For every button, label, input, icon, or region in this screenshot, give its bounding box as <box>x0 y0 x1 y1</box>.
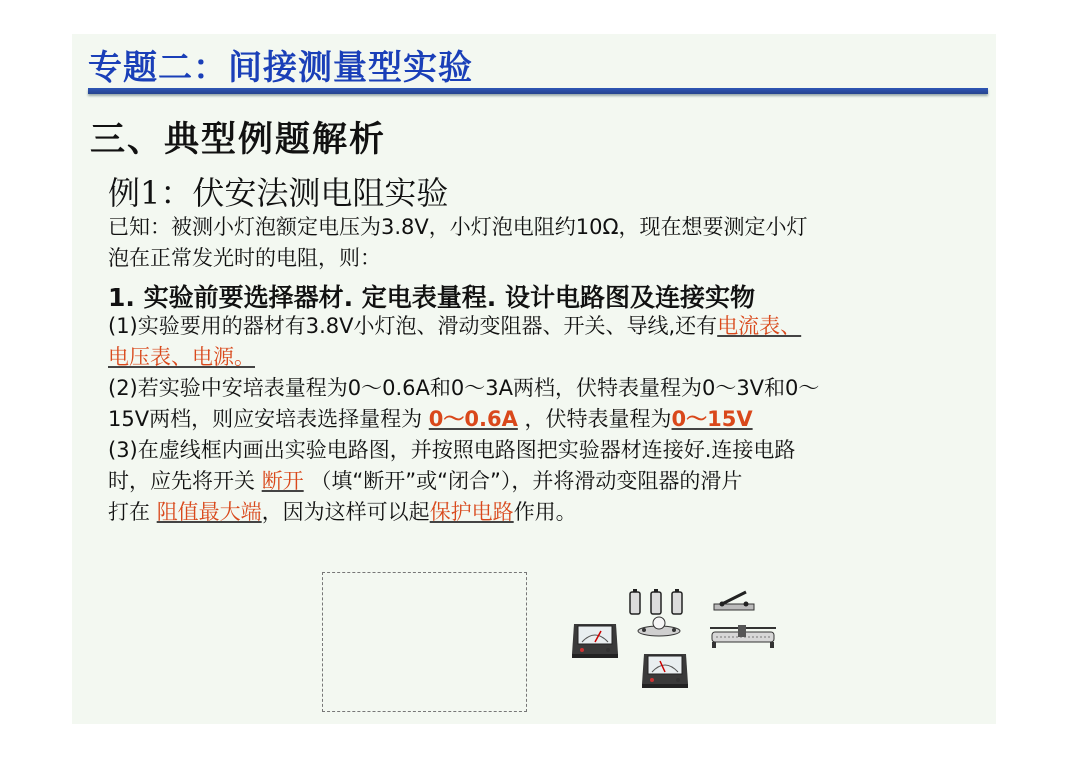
q1-answer-part-1: 电流表、 <box>717 314 802 338</box>
bulb-icon <box>636 615 682 637</box>
q3-line-3 <box>108 497 978 528</box>
example-title: 例1：伏安法测电阻实验 <box>108 174 449 212</box>
question-2 <box>108 373 978 435</box>
q3-text-b: （填“断开”或“闭合”），并将滑动变阻器的滑片 <box>303 469 743 493</box>
q2-text-a: 15V两档，则应安培表选择量程为 <box>108 407 429 431</box>
voltmeter-icon <box>640 648 690 690</box>
intro-line-1: 已知：被测小灯泡额定电压为3.8V，小灯泡电阻约10Ω，现在想要测定小灯 <box>108 215 808 239</box>
q3-answer-purpose: 保护电路 <box>429 500 514 524</box>
q2-answer-ammeter: 0～0.6A <box>428 407 518 431</box>
q2-text-b: ，伏特表量程为 <box>517 407 672 431</box>
switch-icon <box>712 588 756 612</box>
q3-text-d: ，因为这样可以起 <box>261 500 430 524</box>
battery-icon <box>627 588 687 616</box>
section-heading: 三、典型例题解析 <box>90 120 387 160</box>
q3-answer-switch: 断开 <box>261 469 304 493</box>
question-3 <box>108 435 978 528</box>
q2-line-2 <box>108 404 978 435</box>
question-1 <box>108 311 978 373</box>
ammeter-icon <box>570 618 620 660</box>
q2-line-1: (2)若实验中安培表量程为0～0.6A和0～3A两档，伏特表量程为0～3V和0～ <box>108 376 820 400</box>
q3-text-a: 时，应先将开关 <box>108 469 262 493</box>
q3-text-c: 打在 <box>108 500 157 524</box>
q3-line-1: (3)在虚线框内画出实验电路图，并按照电路图把实验器材连接好.连接电路 <box>108 438 796 462</box>
circuit-diagram-box[interactable] <box>322 572 527 712</box>
q3-text-e: 作用。 <box>513 500 577 524</box>
intro-paragraph <box>108 212 978 274</box>
q3-answer-slider: 阻值最大端 <box>156 500 262 524</box>
q1-answer-part-2: 电压表、电源。 <box>108 345 255 369</box>
q2-answer-voltmeter: 0～15V <box>671 407 753 431</box>
question-1-title: 1. 实验前要选择器材. 定电表量程. 设计电路图及连接实物 <box>108 283 755 312</box>
title-divider <box>88 88 988 94</box>
q1-line-1 <box>108 311 978 342</box>
topic-title: 专题二：间接测量型实验 <box>88 48 473 88</box>
q1-text: (1)实验要用的器材有3.8V小灯泡、滑动变阻器、开关、导线,还有 <box>108 314 718 338</box>
rheostat-icon <box>708 622 778 650</box>
intro-line-2: 泡在正常发光时的电阻，则： <box>108 246 381 270</box>
q3-line-2 <box>108 466 978 497</box>
q1-line-2 <box>108 342 978 373</box>
